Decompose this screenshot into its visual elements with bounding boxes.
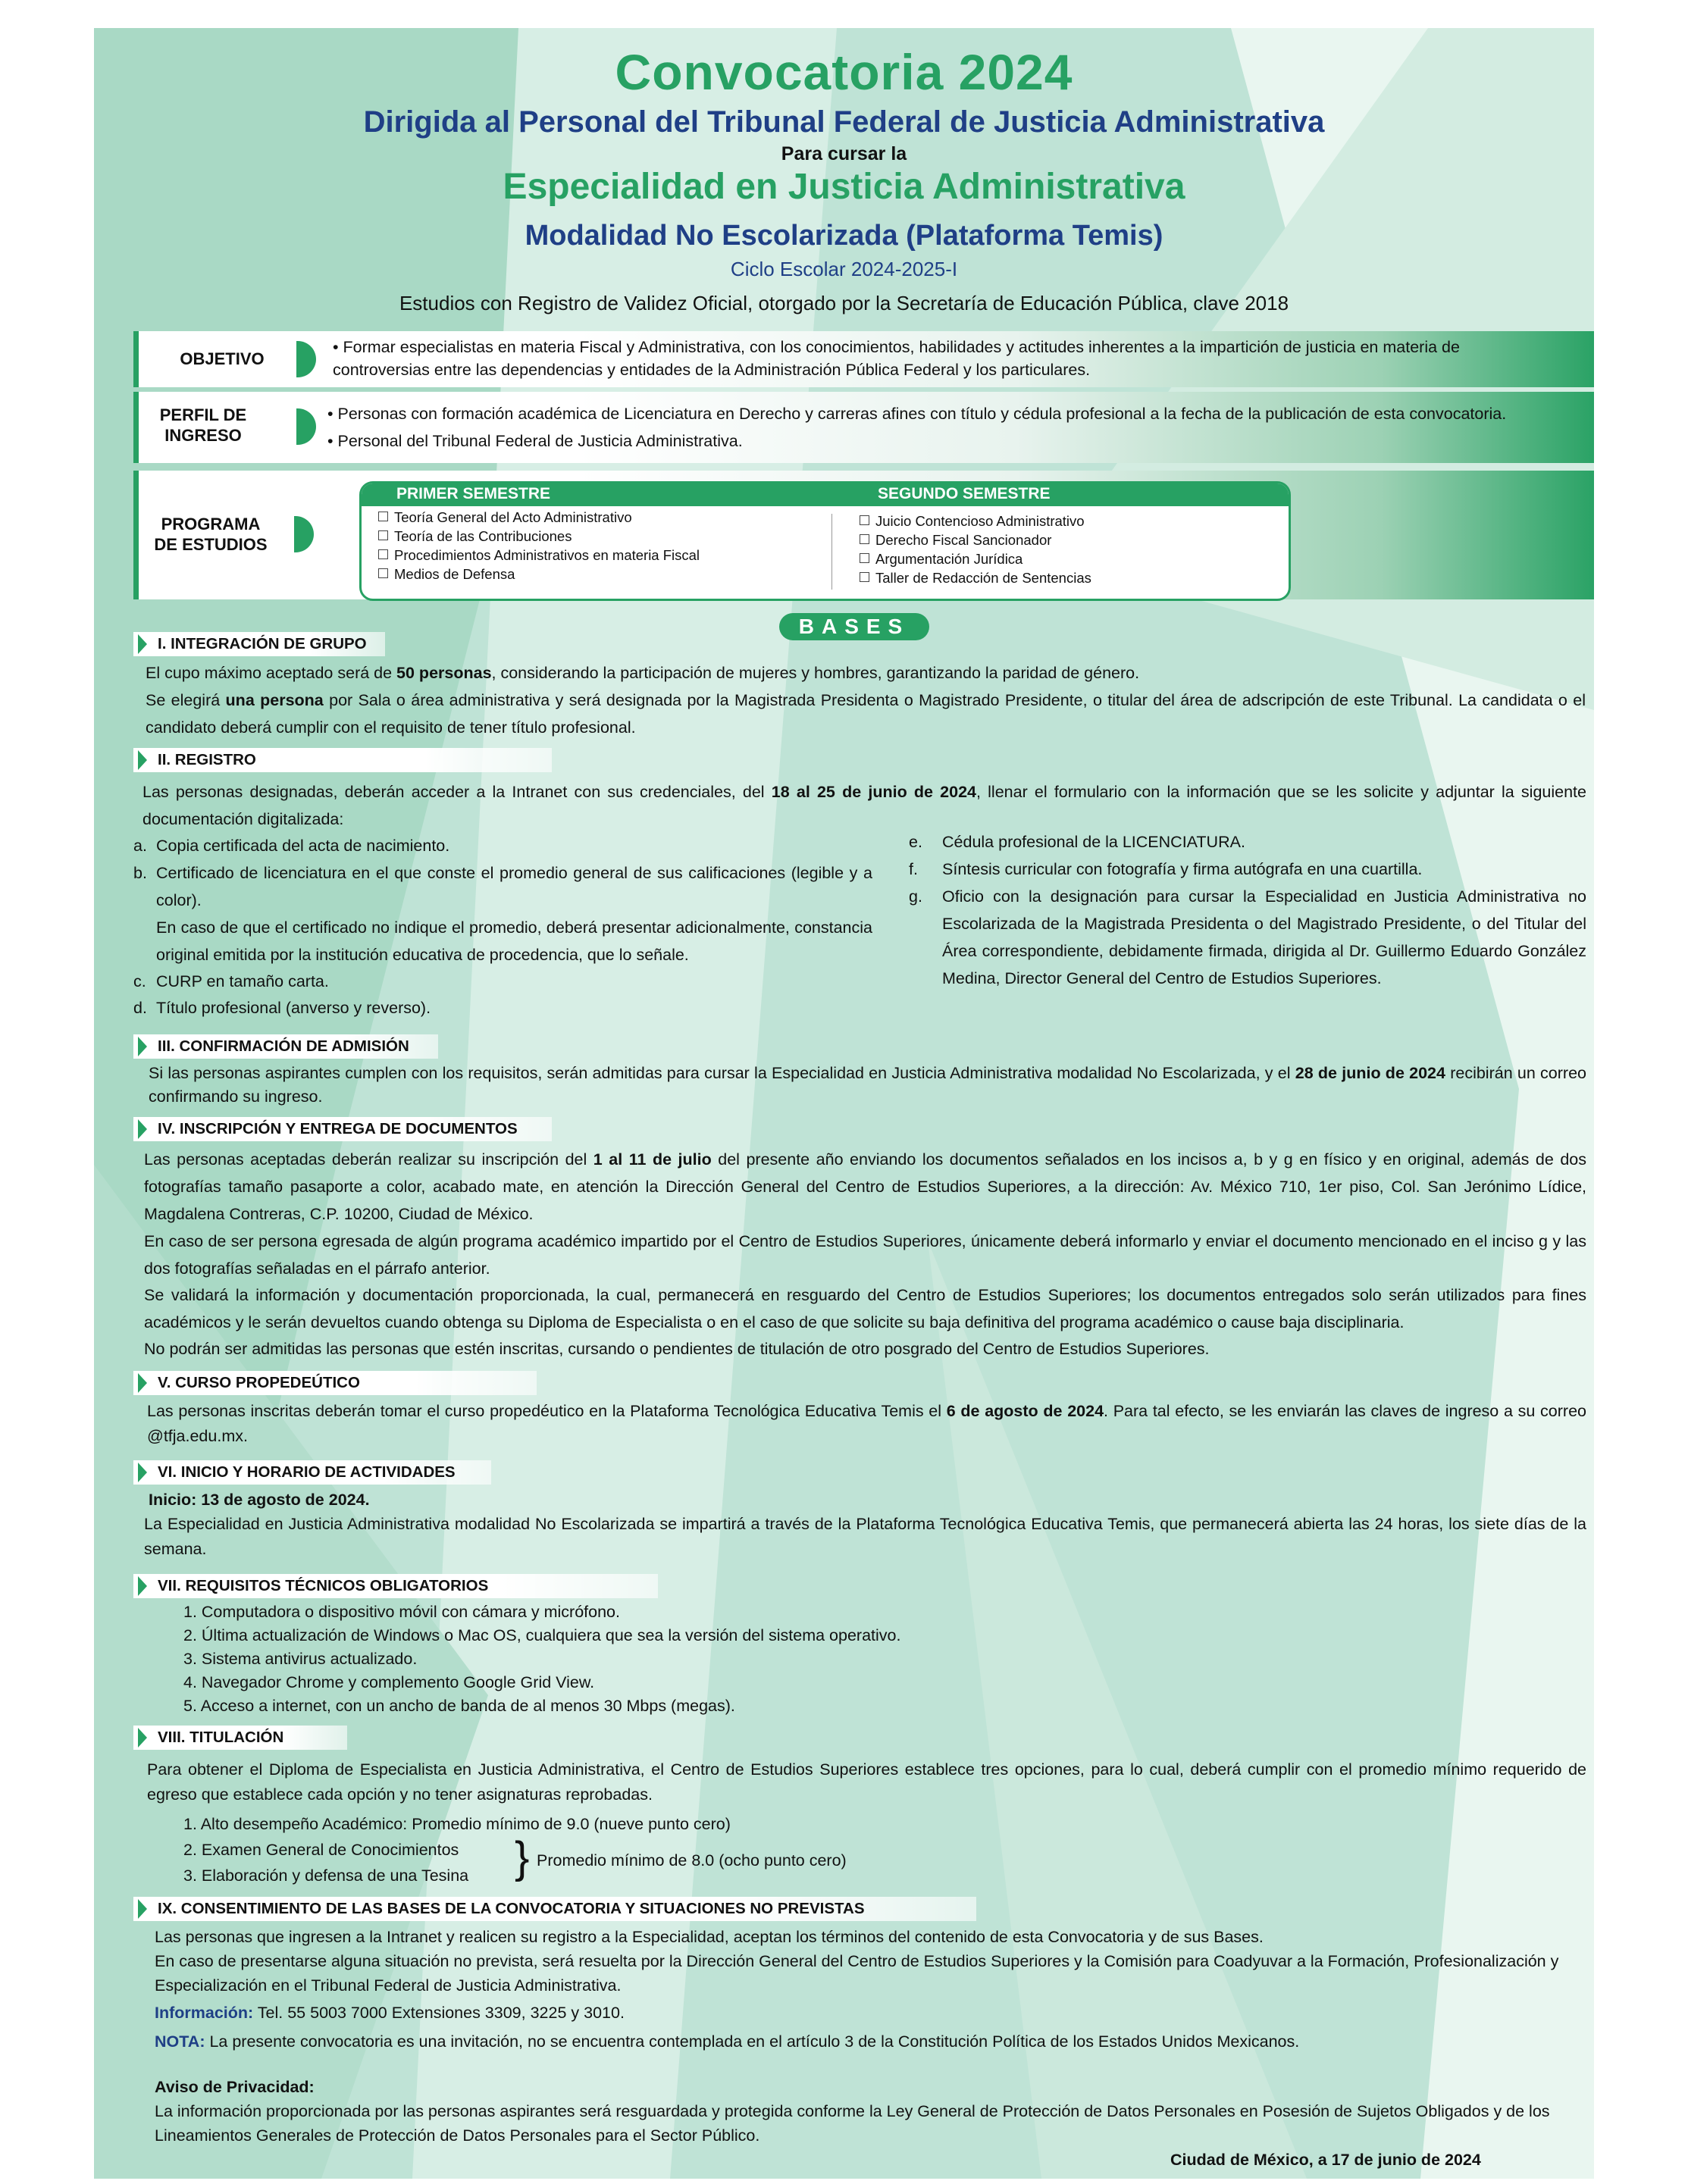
course-item: Teoría General del Acto Administrativo	[378, 508, 632, 527]
list-marker: g.	[909, 887, 922, 906]
list-item: En caso de que el certificado no indique el promedio, deberá presentar adicionalmente, constancia original emitida por la institución educativa de procedencia, que lo señale.	[156, 918, 872, 964]
triangle-icon	[138, 1576, 147, 1596]
info-line: Información: Tel. 55 5003 7000 Extensiones 3309, 3225 y 3010.	[155, 2004, 625, 2022]
subtitle-rvoe: Estudios con Registro de Validez Oficial, otorgado por la Secretaría de Educación Pública, clave 2018	[399, 292, 1289, 314]
triangle-icon	[138, 1728, 147, 1748]
section-2-paragraph: Las personas designadas, deberán acceder a la Intranet con sus credenciales, del 18 al 25 de junio de 2024, llenar el formulario con la información que se les solicite y adjuntar la siguiente documentación digitalizada:	[142, 783, 1586, 828]
perfil-arrow-icon	[296, 408, 316, 445]
nota-line: NOTA: La presente convocatoria es una invitación, no se encuentra contemplada en el artículo 3 de la Constitución Política de los Estados Unidos Mexicanos.	[155, 2032, 1300, 2051]
checkbox-icon	[378, 530, 388, 540]
brace-symbol: }	[515, 1833, 530, 1882]
triangle-icon	[138, 750, 147, 770]
section-8-paragraph: Para obtener el Diploma de Especialista en Justicia Administrativa, el Centro de Estudios Superiores establece tres opciones, para lo cual, deberá cumplir con el promedio mínimo requerido de egreso que establece cada opción y no tener asignaturas reprobadas.	[147, 1760, 1586, 1804]
section-1-title: I. INTEGRACIÓN DE GRUPO	[133, 632, 385, 656]
brace-text: Promedio mínimo de 8.0 (ocho punto cero)	[537, 1851, 847, 1870]
section-1-paragraph: Se elegirá una persona por Sala o área administrativa y será designada por la Magistrada Presidenta o Magistrado Presidente, o titular del área de adscripción de este Tribunal. La candidata o el candidato deberá cumplir con el requisito de tener título profesional.	[146, 691, 1586, 737]
programa-card	[359, 481, 1291, 601]
checkbox-icon	[378, 512, 388, 521]
list-marker: f.	[909, 860, 918, 878]
perfil-label-line1: PERFIL DE	[159, 405, 247, 424]
subtitle-dirigida: Dirigida al Personal del Tribunal Federal de Justicia Administrativa	[363, 105, 1325, 139]
section-2-title: II. REGISTRO	[133, 748, 552, 772]
page-title: Convocatoria 2024	[615, 44, 1073, 100]
programa-label	[154, 513, 268, 556]
perfil-label-line2: INGRESO	[164, 426, 242, 445]
subtitle-especialidad: Especialidad en Justicia Administrativa	[503, 167, 1185, 207]
tech-requirement: 5. Acceso a internet, con un ancho de banda de al menos 30 Mbps (megas).	[183, 1697, 735, 1715]
section-4-paragraph: Las personas aceptadas deberán realizar su inscripción del 1 al 11 de julio del presente año enviando los documentos señalados en los incisos a, b y g en físico y en original, además de dos fotografías tamaño pasaporte a color, acabado mate, en atención la Dirección General del Centro de Estudios Superiores, a la dirección: Av. México 710, 1er piso, Col. San Jerónimo Lídice, Magdalena Contreras, C.P. 10200, Ciudad de México.	[144, 1150, 1586, 1223]
objetivo-label: OBJETIVO	[180, 349, 265, 368]
section-7-title: VII. REQUISITOS TÉCNICOS OBLIGATORIOS	[133, 1574, 658, 1598]
nota-label: NOTA:	[155, 2032, 205, 2051]
aviso-paragraph: La información proporcionada por las personas aspirantes será resguardada y protegida conforme la Ley General de Protección de Datos Personales en Posesión de Sujetos Obligados y de los Lineamientos Generales de Protección de Datos Personales para el Sector Público.	[155, 2102, 1550, 2145]
checkbox-icon	[860, 534, 869, 544]
section-1-paragraph: El cupo máximo aceptado será de 50 personas, considerando la participación de mujeres y hombres, garantizando la paridad de género.	[146, 664, 1140, 682]
triangle-icon	[138, 634, 147, 654]
programa-label-line2: DE ESTUDIOS	[154, 535, 268, 554]
programa-label-line1: PROGRAMA	[161, 515, 261, 533]
list-item: CURP en tamaño carta.	[156, 972, 329, 990]
triangle-icon	[138, 1037, 147, 1056]
list-marker: a.	[133, 837, 147, 855]
subtitle-modalidad: Modalidad No Escolarizada (Plataforma Temis)	[525, 220, 1163, 252]
aviso-title: Aviso de Privacidad:	[155, 2078, 315, 2096]
tech-requirement: 1. Computadora o dispositivo móvil con cámara y micrófono.	[183, 1603, 620, 1621]
triangle-icon	[138, 1463, 147, 1482]
list-item: Certificado de licenciatura en el que conste el promedio general de sus calificaciones (legible y a color).	[156, 864, 872, 909]
titulacion-option: 3. Elaboración y defensa de una Tesina	[183, 1866, 469, 1885]
checkbox-icon	[860, 553, 869, 563]
list-item: Cédula profesional de la LICENCIATURA.	[942, 833, 1245, 851]
perfil-band	[133, 392, 1594, 463]
list-marker: b.	[133, 864, 147, 882]
course-item: Derecho Fiscal Sancionador	[860, 530, 1051, 549]
course-item: Medios de Defensa	[378, 565, 515, 584]
triangle-icon	[138, 1899, 147, 1919]
list-marker: c.	[133, 972, 146, 990]
triangle-icon	[138, 1119, 147, 1139]
subtitle-para: Para cursar la	[781, 143, 907, 164]
list-item: Síntesis curricular con fotografía y firma autógrafa en una cuartilla.	[942, 860, 1423, 878]
subtitle-ciclo: Ciclo Escolar 2024-2025-I	[730, 258, 958, 280]
section-4-title: IV. INSCRIPCIÓN Y ENTREGA DE DOCUMENTOS	[133, 1117, 552, 1141]
programa-arrow-icon	[294, 516, 314, 552]
checkbox-icon	[860, 515, 869, 525]
section-4-paragraph: En caso de ser persona egresada de algún programa académico impartido por el Centro de Estudios Superiores, únicamente deberá informarlo y enviar el documento mencionado en el inciso g y las dos fotografías señaladas en el párrafo anterior.	[144, 1232, 1586, 1278]
footer-date: Ciudad de México, a 17 de junio de 2024	[1170, 2151, 1481, 2169]
objetivo-text: • Formar especialistas en materia Fiscal y Administrativa, con los conocimientos, habilidades y actitudes inherentes a la impartición de justicia en materia de controversias entre las dependencias y entidades de la Administración Pública Federal y los particulares.	[333, 338, 1460, 379]
section-6-paragraph: La Especialidad en Justicia Administrativa modalidad No Escolarizada se impartirá a través de la Plataforma Tecnológica Educativa Temis, que permanecerá abierta las 24 horas, los siete días de la semana.	[144, 1515, 1586, 1558]
objetivo-band	[133, 331, 1594, 387]
section-9-paragraph: Las personas que ingresen a la Intranet y realicen su registro a la Especialidad, aceptan los términos del contenido de esta Convocatoria y de sus Bases.	[155, 1928, 1264, 1946]
checkbox-icon	[378, 568, 388, 578]
course-item: Taller de Redacción de Sentencias	[860, 568, 1091, 587]
info-label: Información:	[155, 2004, 254, 2022]
section-3-title: III. CONFIRMACIÓN DE ADMISIÓN	[133, 1034, 438, 1059]
tech-requirement: 4. Navegador Chrome y complemento Google Grid View.	[183, 1673, 595, 1691]
tech-requirement: 2. Última actualización de Windows o Mac OS, cualquiera que sea la versión del sistema operativo.	[183, 1626, 901, 1644]
segundo-semestre-title: SEGUNDO SEMESTRE	[878, 485, 1051, 502]
section-8-title: VIII. TITULACIÓN	[133, 1726, 347, 1750]
section-3-paragraph: Si las personas aspirantes cumplen con los requisitos, serán admitidas para cursar la Especialidad en Justicia Administrativa modalidad No Escolarizada, y el 28 de junio de 2024 recibirán un correo confirmando su ingreso.	[149, 1064, 1586, 1106]
section-6-title: VI. INICIO Y HORARIO DE ACTIVIDADES	[133, 1460, 491, 1485]
course-item: Argumentación Jurídica	[860, 549, 1023, 568]
poster	[94, 28, 1594, 2179]
course-item: Juicio Contencioso Administrativo	[860, 512, 1085, 530]
primer-semestre-title: PRIMER SEMESTRE	[396, 485, 551, 502]
list-item: Oficio con la designación para cursar la Especialidad en Justicia Administrativa no Escolarizada de la Magistrada Presidenta o del Magistrado Presidente, o del Titular del Área correspondiente, debidamente firmada, dirigida al Dr. Guillermo Eduardo González Medina, Director General del Centro de Estudios Superiores.	[942, 887, 1586, 987]
checkbox-icon	[860, 572, 869, 582]
perfil-label	[154, 404, 252, 447]
list-item: Título profesional (anverso y reverso).	[156, 999, 431, 1017]
course-item: Teoría de las Contribuciones	[378, 527, 572, 546]
bases-badge: BASES	[779, 613, 929, 640]
list-item: Copia certificada del acta de nacimiento.	[156, 837, 450, 855]
titulacion-option: 2. Examen General de Conocimientos	[183, 1841, 459, 1859]
inicio-date: Inicio: 13 de agosto de 2024.	[149, 1491, 370, 1509]
section-5-paragraph: Las personas inscritas deberán tomar el curso propedéutico en la Plataforma Tecnológica Educativa Temis el 6 de agosto de 2024. Para tal efecto, se les enviarán las claves de ingreso a su correo @tfja.edu.mx.	[147, 1402, 1586, 1445]
objetivo-arrow-icon	[296, 341, 316, 377]
triangle-icon	[138, 1373, 147, 1393]
section-9-paragraph: En caso de presentarse alguna situación no prevista, será resuelta por la Dirección General del Centro de Estudios Superiores y la Comisión para Coadyuvar a la Formación, Profesionalización y Especialización en el Tribunal Federal de Justicia Administrativa.	[155, 1952, 1559, 1995]
checkbox-icon	[378, 549, 388, 559]
list-marker: d.	[133, 999, 147, 1017]
perfil-item: • Personas con formación académica de Licenciatura en Derecho y carreras afines con título y cédula profesional a la fecha de la publicación de esta convocatoria.	[327, 405, 1507, 423]
course-item: Procedimientos Administrativos en materia Fiscal	[378, 546, 700, 565]
section-4-paragraph: Se validará la información y documentación proporcionada, la cual, permanecerá en resguardo del Centro de Estudios Superiores; los documentos entregados solo serán utilizados para fines académicos y le serán devueltos cuando obtenga su Diploma de Especialista o en el caso de que solicite su baja definitiva del programa académico o cause baja disciplinaria.	[144, 1286, 1586, 1331]
list-marker: e.	[909, 833, 922, 851]
section-4-paragraph: No podrán ser admitidas las personas que estén inscritas, cursando o pendientes de titulación de otro posgrado del Centro de Estudios Superiores.	[144, 1340, 1210, 1358]
semester-divider	[831, 514, 832, 590]
section-5-title: V. CURSO PROPEDEÚTICO	[133, 1371, 537, 1395]
tech-requirement: 3. Sistema antivirus actualizado.	[183, 1650, 418, 1668]
perfil-item: • Personal del Tribunal Federal de Justicia Administrativa.	[327, 432, 743, 450]
titulacion-option: 1. Alto desempeño Académico: Promedio mínimo de 9.0 (nueve punto cero)	[183, 1815, 731, 1833]
semester-header-bar	[362, 483, 1289, 506]
section-9-title: IX. CONSENTIMIENTO DE LAS BASES DE LA CONVOCATORIA Y SITUACIONES NO PREVISTAS	[133, 1897, 976, 1921]
